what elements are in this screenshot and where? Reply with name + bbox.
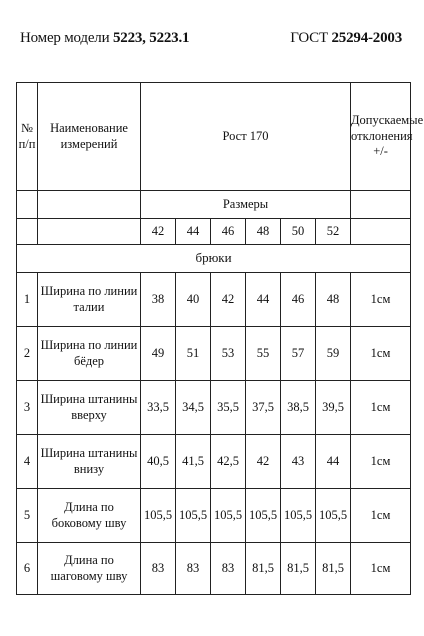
col-header-height: Рост 170 (141, 83, 351, 191)
model-number-label: Номер модели (20, 30, 110, 46)
row-name: Ширина штанины вверху (38, 381, 141, 435)
row-number: 3 (17, 381, 38, 435)
empty-cell (38, 219, 141, 245)
value-cell: 37,5 (246, 381, 281, 435)
sizes-row (17, 219, 411, 245)
gost-label: ГОСТ (290, 30, 328, 46)
size-cell: 46 (211, 219, 246, 245)
tolerance-cell: 1см (351, 435, 411, 489)
value-cell: 81,5 (281, 543, 316, 595)
value-cell: 40,5 (141, 435, 176, 489)
row-number: 4 (17, 435, 38, 489)
size-cell: 50 (281, 219, 316, 245)
value-cell: 81,5 (246, 543, 281, 595)
table-row (17, 435, 411, 489)
tolerance-cell: 1см (351, 543, 411, 595)
value-cell: 39,5 (316, 381, 351, 435)
col-header-name: Наименование измерений (38, 83, 141, 191)
value-cell: 83 (141, 543, 176, 595)
tolerance-cell: 1см (351, 381, 411, 435)
gost-value: 25294-2003 (331, 30, 402, 46)
value-cell: 35,5 (211, 381, 246, 435)
value-cell: 43 (281, 435, 316, 489)
value-cell: 42 (246, 435, 281, 489)
tolerance-cell: 1см (351, 273, 411, 327)
size-cell: 42 (141, 219, 176, 245)
value-cell: 40 (176, 273, 211, 327)
measurements-table (16, 82, 424, 595)
value-cell: 105,5 (176, 489, 211, 543)
value-cell: 42 (211, 273, 246, 327)
value-cell: 105,5 (281, 489, 316, 543)
value-cell: 42,5 (211, 435, 246, 489)
row-number: 1 (17, 273, 38, 327)
empty-cell (38, 191, 141, 219)
value-cell: 83 (176, 543, 211, 595)
value-cell: 34,5 (176, 381, 211, 435)
row-name: Длина по шаговому шву (38, 543, 141, 595)
col-header-number: № п/п (17, 83, 38, 191)
row-number: 6 (17, 543, 38, 595)
value-cell: 41,5 (176, 435, 211, 489)
table-row (17, 489, 411, 543)
row-name: Ширина штанины внизу (38, 435, 141, 489)
value-cell: 105,5 (141, 489, 176, 543)
tolerance-cell: 1см (351, 489, 411, 543)
row-name: Ширина по линии бёдер (38, 327, 141, 381)
row-name: Длина по боковому шву (38, 489, 141, 543)
value-cell: 44 (246, 273, 281, 327)
value-cell: 49 (141, 327, 176, 381)
value-cell: 38 (141, 273, 176, 327)
value-cell: 105,5 (316, 489, 351, 543)
value-cell: 51 (176, 327, 211, 381)
table-row (17, 381, 411, 435)
value-cell: 44 (316, 435, 351, 489)
size-cell: 44 (176, 219, 211, 245)
value-cell: 48 (316, 273, 351, 327)
empty-cell (17, 191, 38, 219)
section-label: брюки (17, 245, 411, 273)
value-cell: 105,5 (211, 489, 246, 543)
value-cell: 59 (316, 327, 351, 381)
size-cell: 52 (316, 219, 351, 245)
table-row (17, 543, 411, 595)
empty-cell (351, 219, 411, 245)
col-header-tolerance: Допускаемые отклонения +/- (351, 83, 411, 191)
value-cell: 55 (246, 327, 281, 381)
size-cell: 48 (246, 219, 281, 245)
value-cell: 38,5 (281, 381, 316, 435)
row-name: Ширина по линии талии (38, 273, 141, 327)
sizes-label: Размеры (141, 191, 351, 219)
value-cell: 33,5 (141, 381, 176, 435)
sizes-label-row (17, 191, 411, 219)
value-cell: 105,5 (246, 489, 281, 543)
row-number: 2 (17, 327, 38, 381)
table-row (17, 327, 411, 381)
value-cell: 83 (211, 543, 246, 595)
tolerance-cell: 1см (351, 327, 411, 381)
value-cell: 57 (281, 327, 316, 381)
table-header-row (17, 83, 411, 191)
row-number: 5 (17, 489, 38, 543)
empty-cell (351, 191, 411, 219)
value-cell: 81,5 (316, 543, 351, 595)
section-row (17, 245, 411, 273)
empty-cell (17, 219, 38, 245)
model-number-value: 5223, 5223.1 (112, 30, 190, 46)
table-row (17, 273, 411, 327)
model-number-header (20, 30, 189, 47)
value-cell: 53 (211, 327, 246, 381)
value-cell: 46 (281, 273, 316, 327)
gost-header (290, 30, 402, 47)
